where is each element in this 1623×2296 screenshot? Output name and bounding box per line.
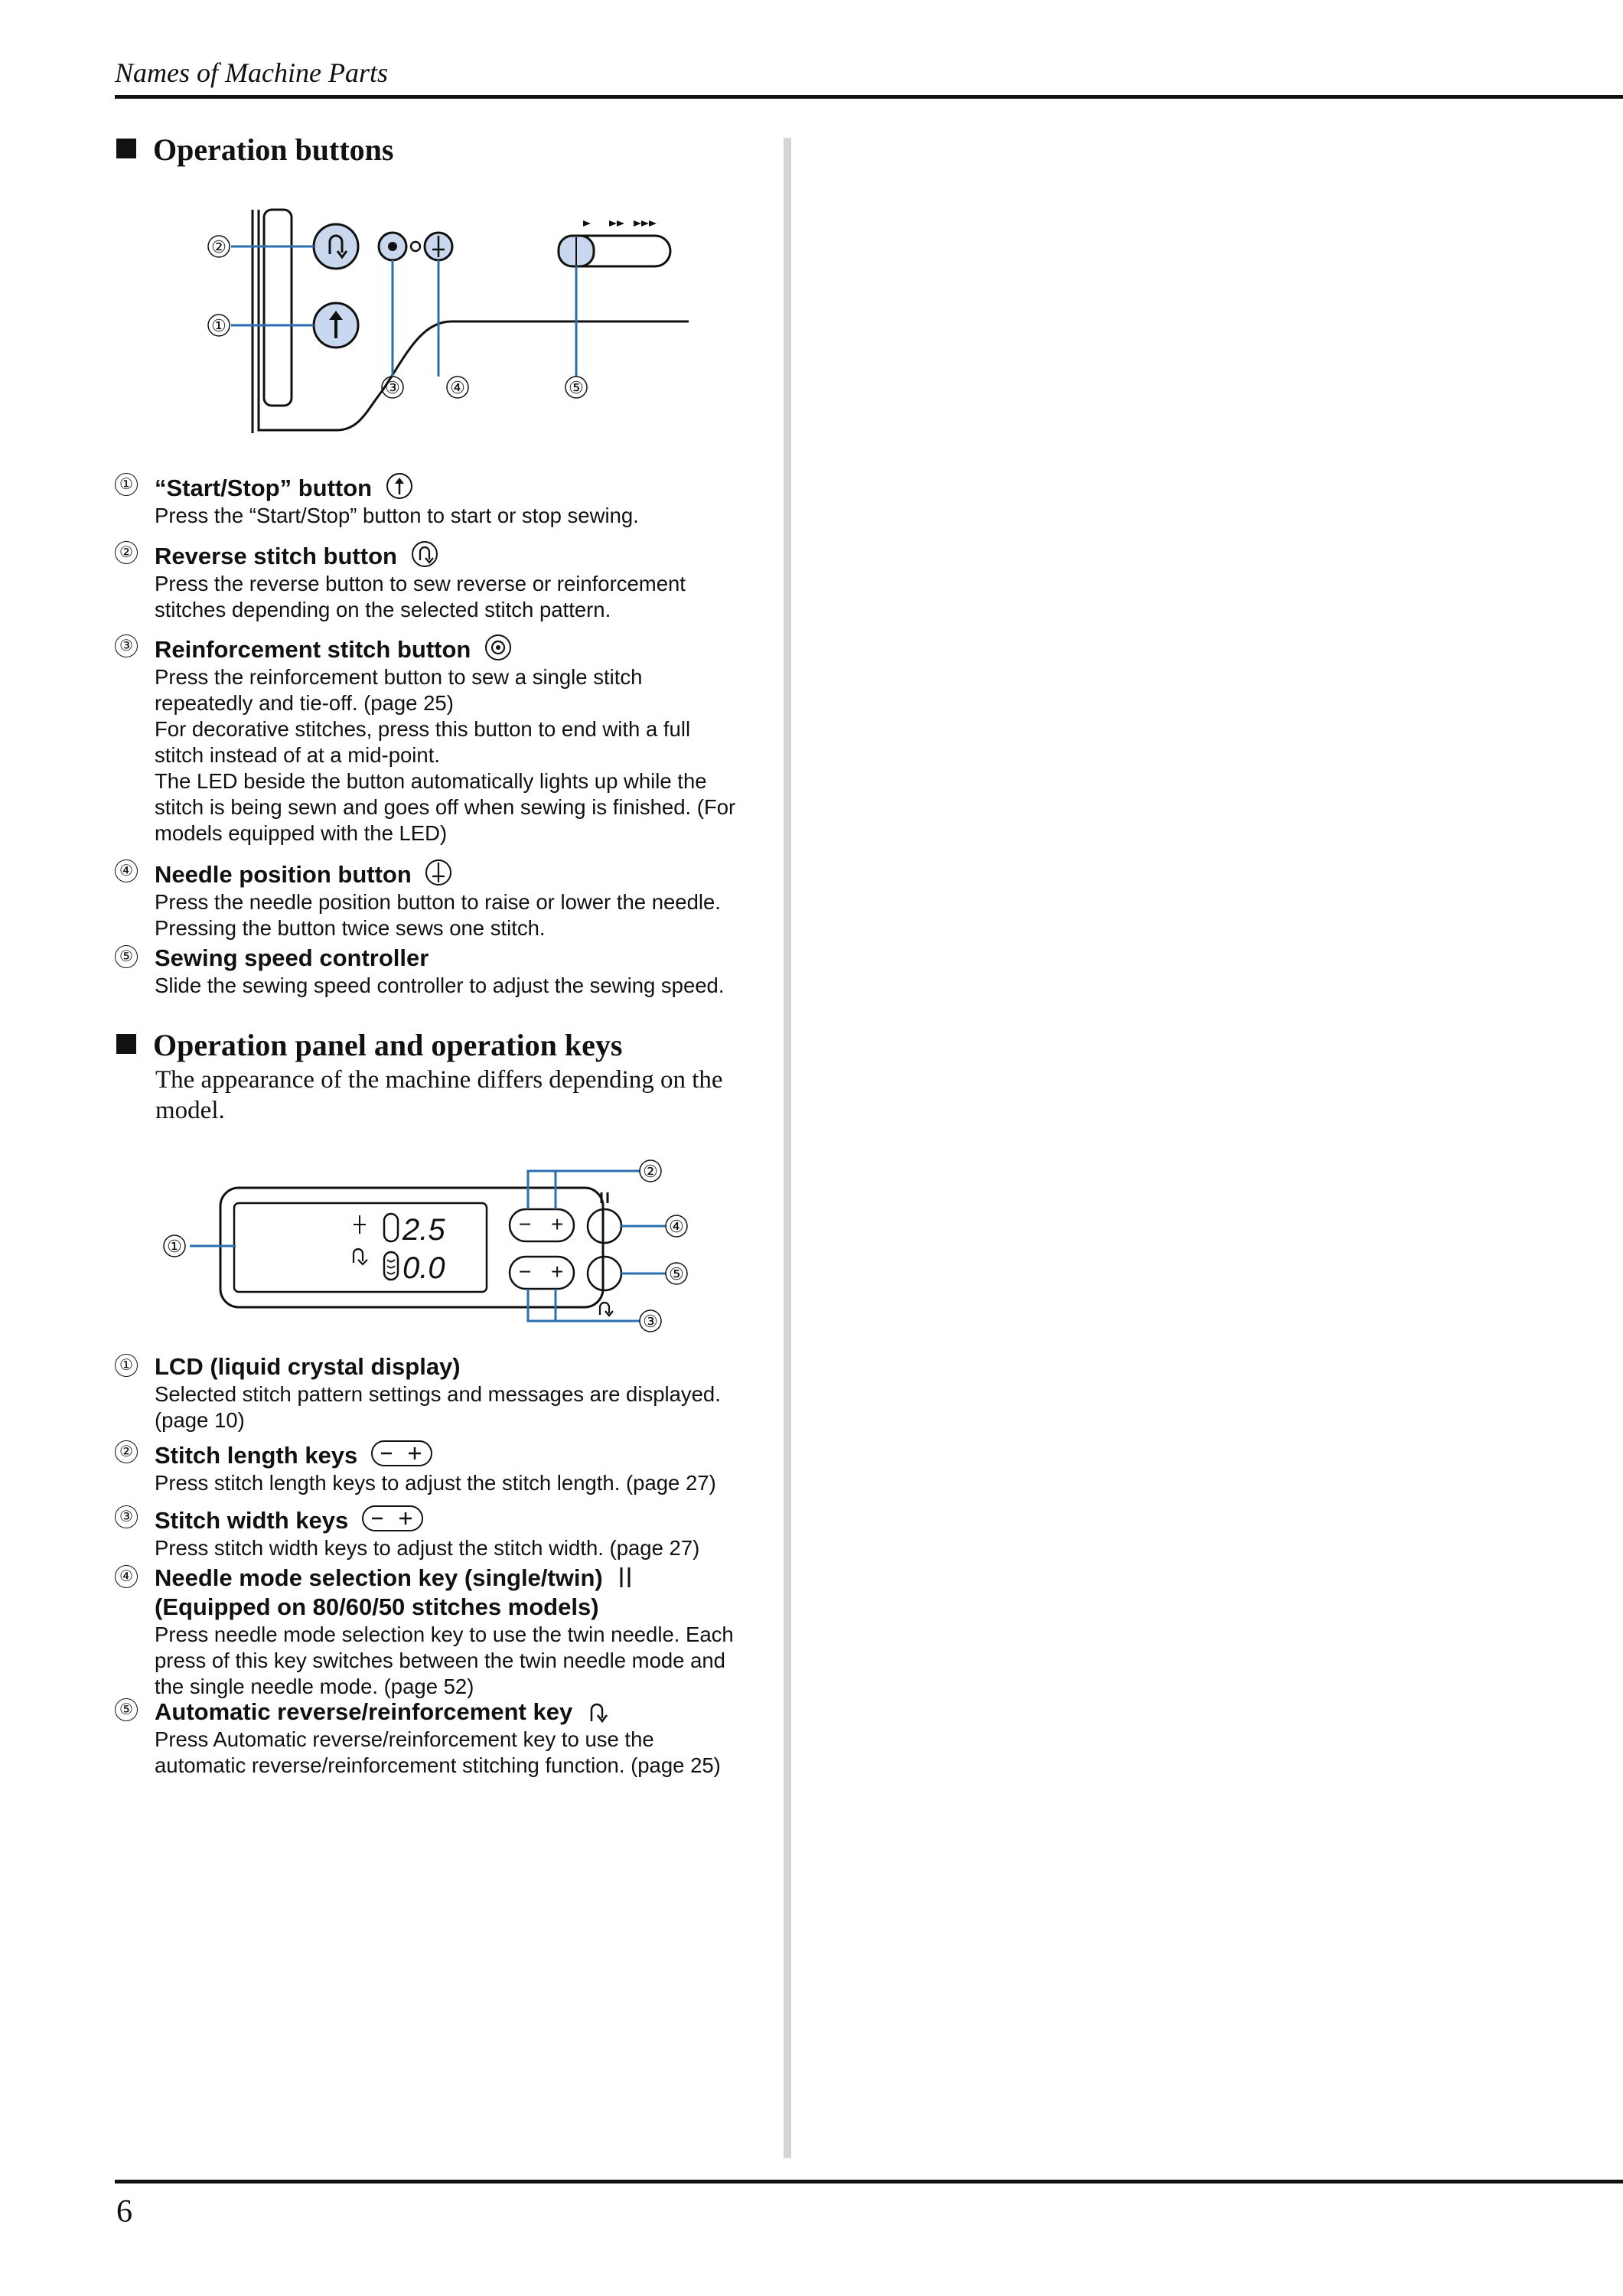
subtitle-line: The appearance of the machine differs depending on the [155,1066,723,1094]
item-body-line: Press stitch length keys to adjust the stitch length. (page 27) [155,1471,716,1495]
reverse-stitch-icon [410,540,439,569]
item-body-line: the single needle mode. (page 52) [155,1675,474,1698]
section-heading-operation-panel [116,1027,622,1063]
page-header-title: Names of Machine Parts [115,57,388,88]
item-body-line: stitch instead of at a mid-point. [155,743,440,767]
item-body-line: press of this key switches between the twin needle mode and [155,1649,725,1672]
callout-1: ① [211,316,227,335]
list-item-start-stop [115,471,773,529]
item-number: ③ [115,1505,138,1528]
list-item-stitch-width-keys [115,1504,773,1561]
item-body-line: The LED beside the button automatically lights up while the [155,769,707,793]
callout-3: ③ [385,378,400,397]
item-title: Reinforcement stitch button [155,636,471,663]
item-body-line: repeatedly and tie-off. (page 25) [155,691,454,715]
section-bullet-square [116,1034,136,1054]
list-item-needle-mode-key [115,1564,773,1700]
item-body-line: For decorative stitches, press this button to end with a full [155,717,691,741]
item-title: Needle mode selection key (single/twin) [155,1564,603,1591]
lcd-stitch-width-value: 0.0 [402,1251,445,1285]
item-body-line: Press Automatic reverse/reinforcement key to use the [155,1727,654,1751]
item-number: ⑤ [115,1698,138,1721]
item-number: ⑤ [115,945,138,968]
item-title: Sewing speed controller [155,944,429,971]
list-item-speed-controller [115,944,773,999]
item-title-line-2: (Equipped on 80/60/50 stitches models) [155,1593,599,1620]
svg-text:+: + [551,1212,564,1236]
svg-text:+: + [551,1260,564,1283]
item-body-line: (page 10) [155,1408,245,1432]
subtitle-line: model. [155,1097,225,1124]
reinforcement-icon [484,633,513,662]
page-number: 6 [116,2194,132,2229]
item-title: Needle position button [155,861,412,888]
item-body-line: Press stitch width keys to adjust the stitch width. (page 27) [155,1536,700,1560]
auto-reverse-key-graphic [588,1257,621,1290]
item-body-line: Press the needle position button to raise or lower the needle. [155,890,721,914]
twin-needle-icon [615,1564,635,1590]
item-title: “Start/Stop” button [155,475,373,501]
item-title: Stitch length keys [155,1442,358,1469]
operation-panel-diagram [153,1148,735,1347]
list-item-reverse-stitch [115,540,773,623]
callout-2: ② [211,237,227,256]
section-heading-text: Operation buttons [153,132,394,167]
auto-reverse-icon [585,1697,610,1724]
item-body-line: Pressing the button twice sews one stitch. [155,916,546,940]
item-body-line: stitches depending on the selected stitch pattern. [155,598,611,621]
item-body-line: Selected stitch pattern settings and messages are displayed. [155,1382,721,1406]
svg-text:−: − [519,1212,532,1236]
item-number: ② [115,1440,138,1463]
callout-4: ④ [450,378,465,397]
item-body-line: models equipped with the LED) [155,821,448,845]
panel-callout-2: ② [643,1162,658,1181]
panel-callout-1: ① [167,1237,182,1256]
header-rule [115,95,1623,99]
item-number: ② [115,541,138,564]
item-number: ④ [115,859,138,882]
list-item-reinforcement [115,633,773,846]
callout-5: ⑤ [569,378,584,397]
section-heading-operation-buttons [116,132,394,168]
section-subtitle [155,1065,768,1126]
item-number: ① [115,1354,138,1377]
needle-mode-key-graphic [588,1209,621,1243]
item-number: ④ [115,1565,138,1588]
lcd-stitch-length-value: 2.5 [402,1213,445,1247]
panel-callout-5: ⑤ [669,1264,684,1283]
item-title: Automatic reverse/reinforcement key [155,1698,573,1725]
item-body-line: Press the reinforcement button to sew a single stitch [155,665,643,689]
item-title: LCD (liquid crystal display) [155,1353,461,1380]
item-number: ③ [115,634,138,657]
item-body-line: Press the “Start/Stop” button to start or stop sewing. [155,504,639,527]
start-stop-icon [385,471,414,501]
svg-text:−: − [519,1260,532,1283]
column-divider [784,138,791,2158]
needle-position-icon [424,858,453,887]
minus-plus-key-icon [370,1439,433,1468]
item-title: Reverse stitch button [155,543,397,569]
section-bullet-square [116,139,136,158]
list-item-lcd [115,1352,773,1433]
section-heading-text: Operation panel and operation keys [153,1028,623,1062]
footer-rule [115,2180,1623,2183]
panel-callout-4: ④ [669,1217,684,1236]
operation-buttons-diagram [191,207,696,444]
list-item-needle-position [115,858,773,941]
item-body-line: automatic reverse/reinforcement stitching function. (page 25) [155,1753,721,1777]
item-body-line: stitch is being sewn and goes off when sewing is finished. (For [155,795,736,819]
list-item-auto-reverse-key [115,1697,773,1779]
minus-plus-key-icon [361,1504,424,1533]
item-number: ① [115,473,138,496]
item-title: Stitch width keys [155,1507,349,1534]
item-body-line: Press the reverse button to sew reverse or reinforcement [155,572,686,595]
reverse-stitch-button-graphic [314,224,358,269]
item-body-line: Press needle mode selection key to use the twin needle. Each [155,1623,734,1646]
item-body-line: Slide the sewing speed controller to adjust the sewing speed. [155,974,725,997]
panel-callout-3: ③ [643,1312,658,1331]
list-item-stitch-length-keys [115,1439,773,1496]
